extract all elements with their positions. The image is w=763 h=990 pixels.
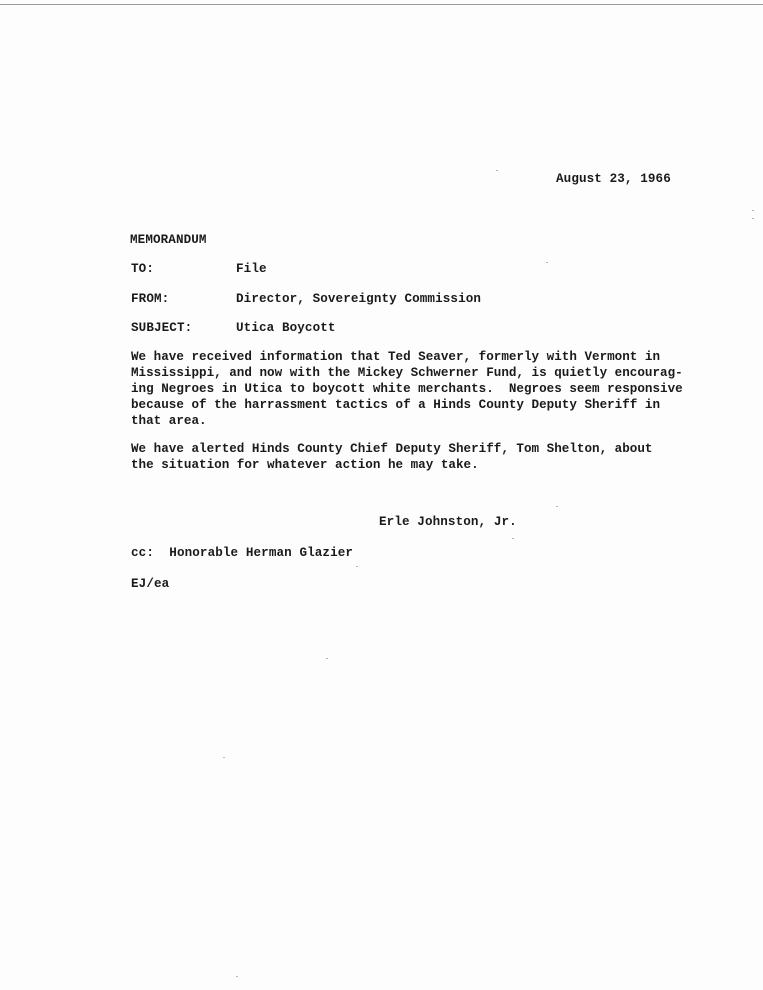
- scan-speck: [356, 566, 358, 567]
- memo-heading: MEMORANDUM: [130, 233, 207, 247]
- scan-speck: [556, 506, 558, 507]
- scan-speck: [752, 210, 754, 211]
- from-value: Director, Sovereignty Commission: [236, 292, 482, 306]
- typist-initials: EJ/ea: [131, 577, 170, 591]
- signature-line: Erle Johnston, Jr.: [379, 515, 517, 529]
- body-line: Mississippi, and now with the Mickey Schwerner Fund, is quietly encourag-: [131, 366, 683, 380]
- body-line: ing Negroes in Utica to boycott white merchants. Negroes seem responsive: [131, 382, 683, 396]
- body-line: We have alerted Hinds County Chief Deputy Sheriff, Tom Shelton, about: [131, 442, 653, 456]
- subject-value: Utica Boycott: [236, 321, 336, 335]
- scan-speck: [752, 218, 754, 219]
- scan-speck: [223, 757, 225, 758]
- from-label: FROM:: [131, 292, 170, 306]
- body-line: because of the harrassment tactics of a Hinds County Deputy Sheriff in: [131, 398, 661, 412]
- to-value: File: [236, 262, 267, 276]
- scan-speck: [496, 170, 498, 171]
- body-paragraph-1: [131, 349, 691, 429]
- body-line: We have received information that Ted Seaver, formerly with Vermont in: [131, 350, 661, 364]
- scan-speck: [546, 262, 548, 263]
- body-line: that area.: [131, 414, 207, 428]
- body-line: the situation for whatever action he may take.: [131, 458, 479, 472]
- body-paragraph-2: [131, 441, 691, 473]
- scan-speck: [512, 538, 514, 539]
- to-label: TO:: [131, 262, 154, 276]
- top-edge-rule: [0, 4, 763, 5]
- subject-label: SUBJECT:: [131, 321, 193, 335]
- cc-line: cc: Honorable Herman Glazier: [131, 546, 354, 560]
- scan-speck: [236, 976, 238, 977]
- scan-speck: [326, 658, 328, 659]
- memo-date: August 23, 1966: [556, 172, 671, 186]
